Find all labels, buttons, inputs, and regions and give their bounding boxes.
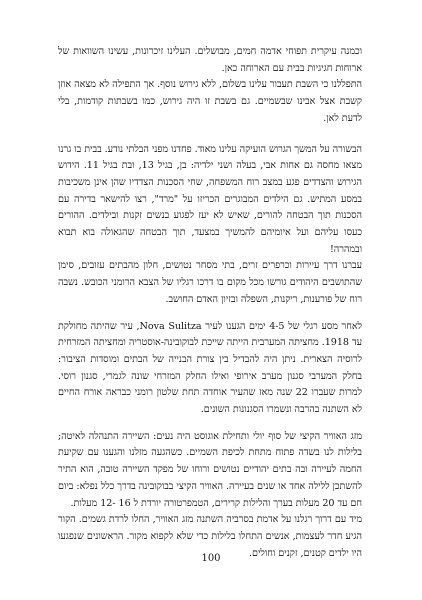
paragraph-3: הבשורה על המשך הגרוש הועיקה עלינו מאוד. פחדנו מפני הבלתי נודע. בבית בו גרנו מצאו מחסה גם אחות אבי, בעלה ושני ילדיה: בן, בגיל 13, ובת בגיל 11. הידוש הגירוש והצדדים פגע במצב רוח המשפחה, שחי הסכנות הצדדיו שהן אינן משכיבות במסע המתיש. גם הילדים המבוגרים הכריזו על "מרד", רצו להישאר בדירה עם הסכנות תוך הבטחה להורים, שאיש לא יעז לפגוע בנשים זקנות ובילדים. ההורים כעסו עליהם ועל איומיהם להמשיך במצעד, תוך הבטחה שהגאולה בוא תבוא ובמהרה! [58,143,362,255]
page-number: 100 [201,553,221,564]
paragraph-6: מזג האוויר הקיצי של סוף יולי ותחילת אוגוסט היה נעים: השיירה התנהלה לאיטה; בלילות לנו בשדה פתוח מתחת לכיפת השמיים. כשהגעה מזלנו והגענו עם שקיעת החמה לעיירה ובה בתים יהודיים נטושים ורוחו של מפקד השיירה טובה, הוא התיר להשתכן ללילה אחד או שנים בעיירה. האוויר הקיצי בבוקובינה בדרך כלל נפלא: ביום חם עד 20 מעלות בערך והלילות קרירים, הטמפרטורה יורדת ל 16 -12 מעלות. [58,430,362,509]
paragraph-1: וכמנה עיקרית תפוחי אדמה חמים, מבושלים. העלינו זיכרונות, עשינו השוואות של ארוחות חגיגיות בבית עם הארוחה כאן. [58,46,362,74]
paragraph-5: לאחר מסע רגלי של 4-5 ימים הגענו לעיר Nova Sulitza, עיר שהיתה מחולקת עד 1918. מחציתה המערבית הייתה שייכת לבוקובינה-אוסטריה ומחציתה המזרחית לרוסיה הצארית. ניתן היה להבדיל בין צורת הבנייה של הבתים ומוסדות הציבור: בחלק המערבי סגנון מערב אירופי ואילו החלק המזרחי שונה לגמרי, סגנון רוסי. למרות שעברו 22 שנה מאז שהעיר אוחדה תחת שלטון רומני כבראה אורח החיים לא השתנה בהרבה ונשמרו הסגנונות השונים. [58,320,362,416]
paragraph-7: מיד עם דרוך רגלנו על אדמת בסרביה השתנה מזג האוויר, החלו לרדת גשמים. הקור הגיע חדר לעצמות, אנשים התחלו בלילות כדי שלא לקפוא מקור. הראשונים שנפגעו היו ילדים קטנים, זקנים וחולים. [58,514,362,559]
paragraph-4: עברנו דרך עיירות וכרפרים זרים, בתי מסחר נטושים, חלון מהבתים עזובים, סימן שהתושבים היהודים גורשו מכל מקום בו דרכו רגליו של הצבא הרומני הכובש. נשבה רוח של פורענות, ריקנות, השפלה ובזיון האדם החושב. [58,260,362,305]
paragraph-2: התפללנו כי השבת תעבור עלינו בשלום, ללא גירוש נוסף. אך התפילה לא מצאה אוזן קשבת אצל אבינו שבשמיים. גם בשבת זו היה גירוש, כמו בשבתות קודמות, בלי לדעת לאן. [58,79,362,124]
book-page [58,44,362,584]
